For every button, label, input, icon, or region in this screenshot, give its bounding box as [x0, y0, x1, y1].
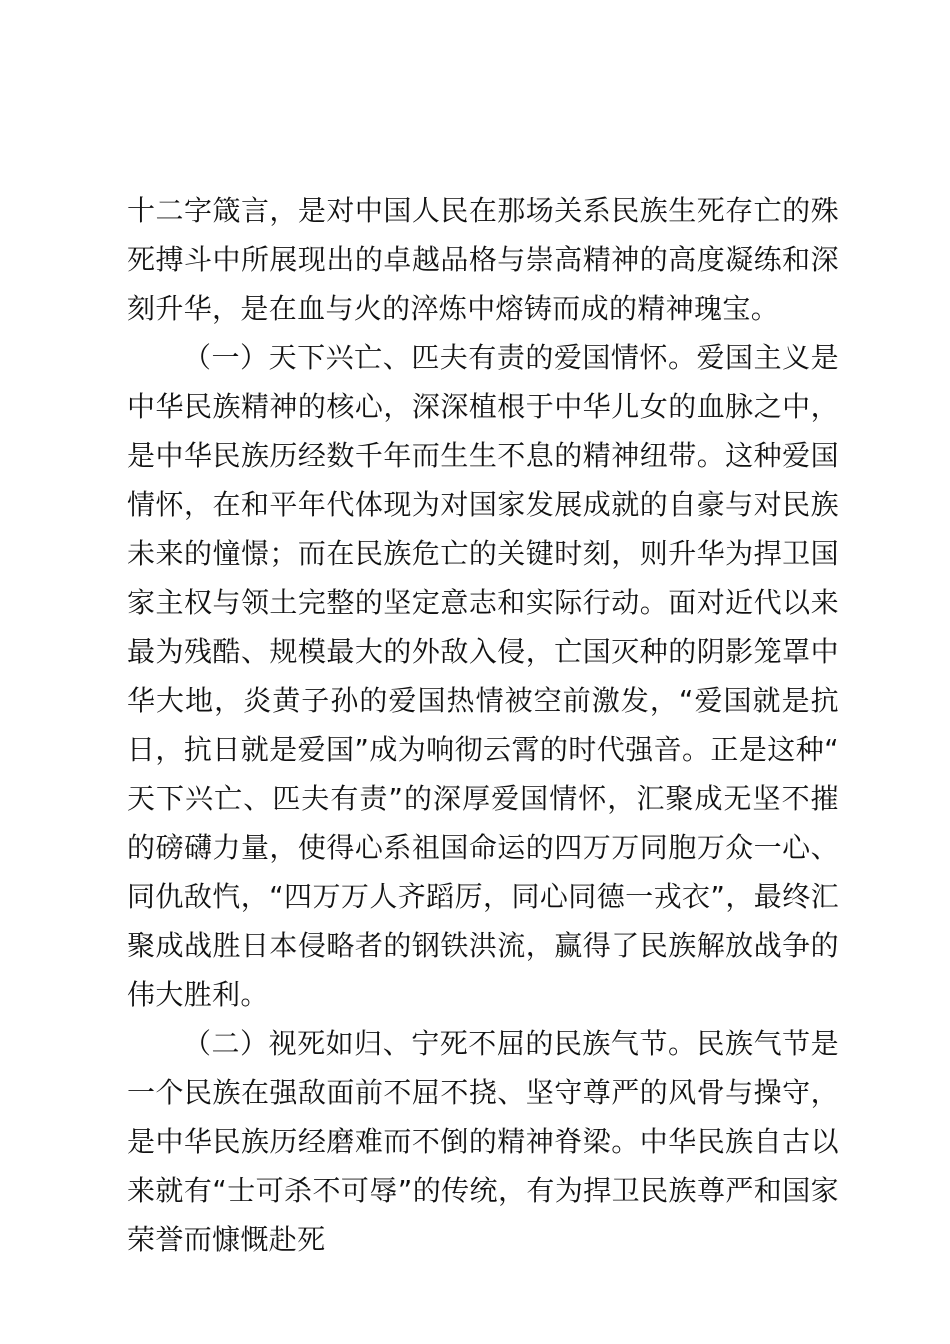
paragraph-national-integrity: （二）视死如归、宁死不屈的民族气节。民族气节是一个民族在强敌面前不屈不挠、坚守尊严的风骨与操守，是中华民族历经磨难而不倒的精神脊梁。中华民族自古以来就有“士可杀不可辱”的传统，有为捍卫民族尊严和国家荣誉而慷慨赴死 [127, 1027, 839, 1256]
paragraph-patriotism: （一）天下兴亡、匹夫有责的爱国情怀。爱国主义是中华民族精神的核心，深深植根于中华儿女的血脉之中，是中华民族历经数千年而生生不息的精神纽带。这种爱国情怀，在和平年代体现为对国家发展成就的自豪与对民族未来的憧憬；而在民族危亡的关键时刻，则升华为捍卫国家主权与领土完整的坚定意志和实际行动。面对近代以来最为残酷、规模最大的外敌入侵，亡国灭种的阴影笼罩中华大地，炎黄子孙的爱国热情被空前激发，“爱国就是抗日，抗日就是爱国”成为响彻云霄的时代强音。正是这种“天下兴亡、匹夫有责”的深厚爱国情怀，汇聚成无坚不摧的磅礴力量，使得心系祖国命运的四万万同胞万众一心、同仇敌忾，“四万万人齐蹈厉，同心同德一戎衣”，最终汇聚成战胜日本侵略者的钢铁洪流，赢得了民族解放战争的伟大胜利。 [127, 341, 839, 1011]
document-body [127, 186, 839, 1264]
paragraph-intro: 十二字箴言，是对中国人民在那场关系民族生死存亡的殊死搏斗中所展现出的卓越品格与崇高精神的高度凝练和深刻升华，是在血与火的淬炼中熔铸而成的精神瑰宝。 [127, 194, 839, 325]
